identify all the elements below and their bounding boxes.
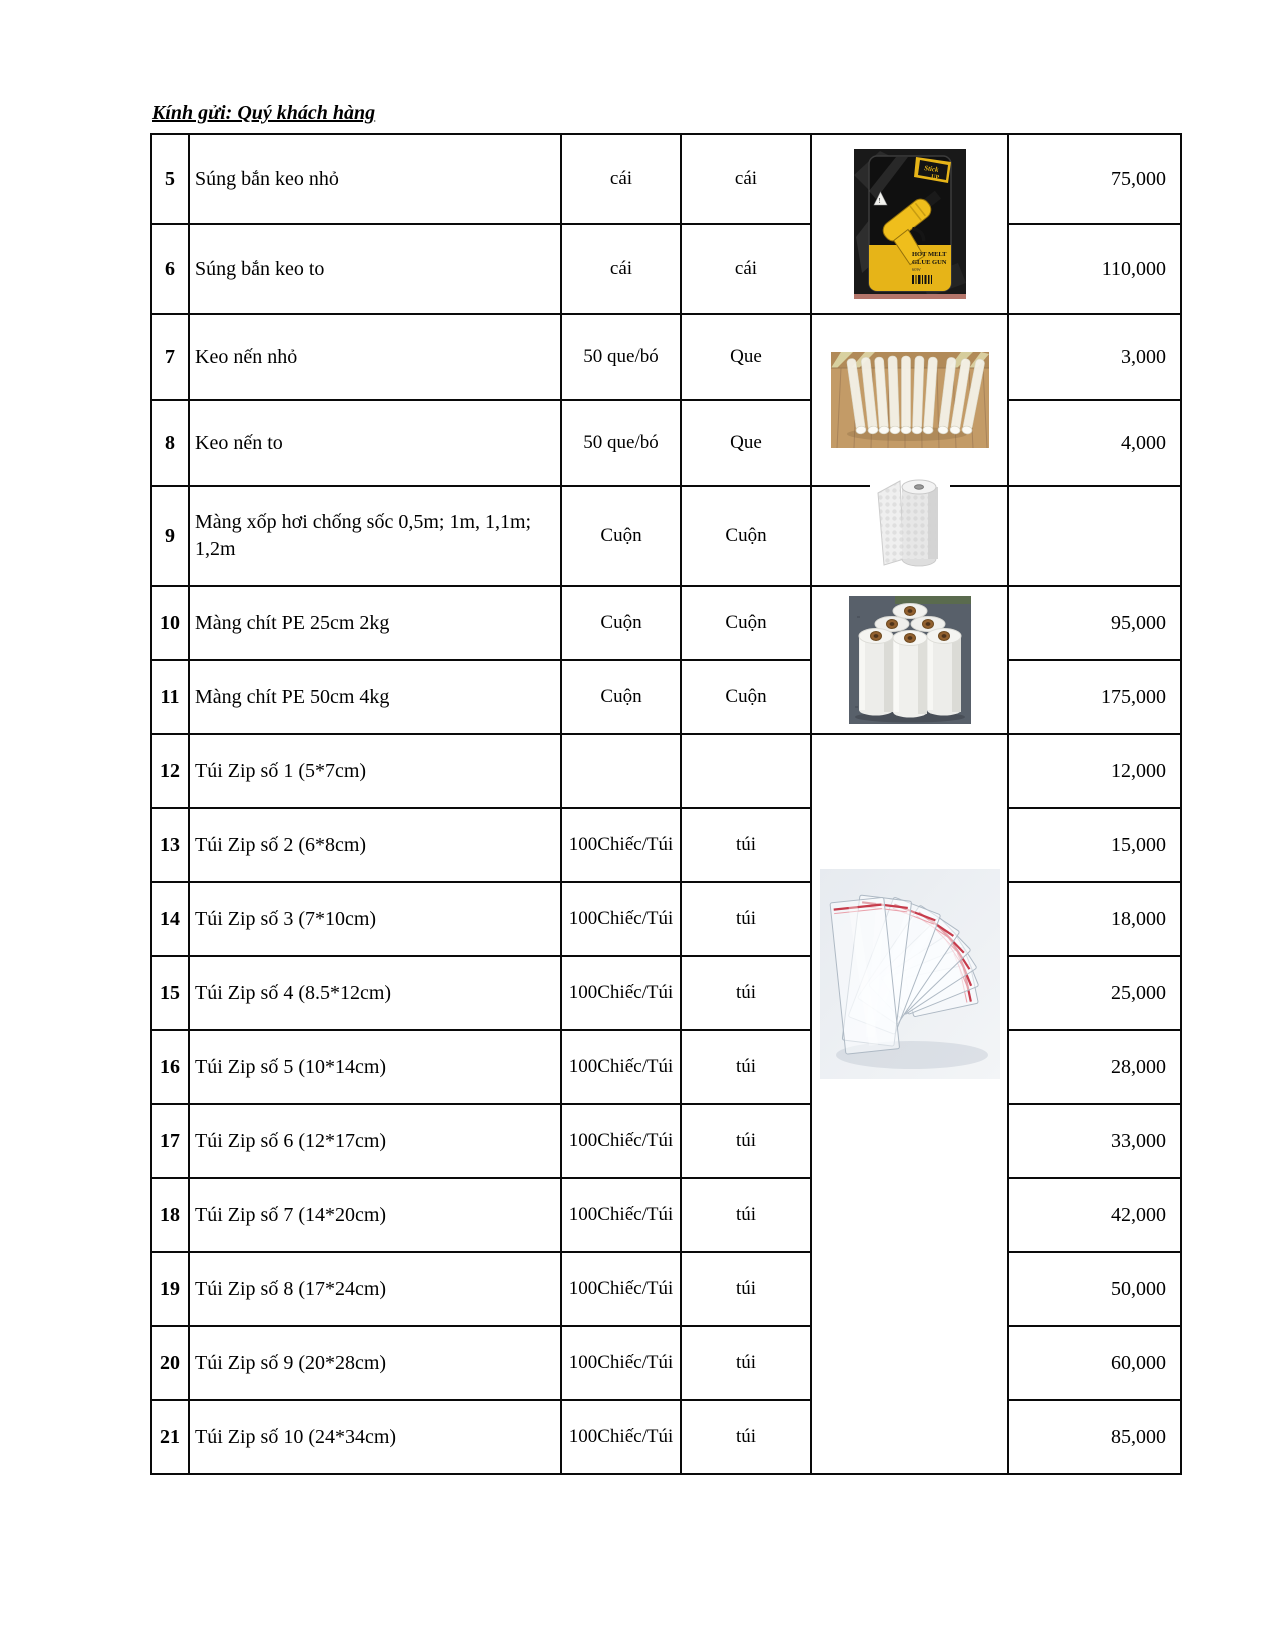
unit-cell <box>681 734 811 808</box>
table-row <box>151 134 1181 224</box>
pe-stretch-film-rolls-photo <box>849 596 971 724</box>
hot-melt-glue-gun-photo <box>854 149 966 299</box>
row-number-cell: 9 <box>151 486 189 586</box>
unit-price-cell <box>1008 486 1181 586</box>
svg-text:Stick: Stick <box>923 164 939 174</box>
table-row <box>151 882 1181 956</box>
row-number-cell: 16 <box>151 1030 189 1104</box>
unit-cell: túi <box>681 1030 811 1104</box>
unit-cell: cái <box>681 224 811 314</box>
product-name-cell: Túi Zip số 5 (10*14cm) <box>189 1030 561 1104</box>
product-name-cell: Túi Zip số 10 (24*34cm) <box>189 1400 561 1474</box>
unit-cell: túi <box>681 1178 811 1252</box>
bubble-wrap-roll-photo <box>870 473 950 571</box>
svg-text:60W: 60W <box>911 267 921 272</box>
packing-spec-cell: Cuộn <box>561 586 681 660</box>
packing-spec-cell: 100Chiếc/Túi <box>561 956 681 1030</box>
packing-spec-cell: Cuộn <box>561 486 681 586</box>
product-name-cell: Màng xốp hơi chống sốc 0,5m; 1m, 1,1m; 1,2m <box>189 486 561 586</box>
svg-text:UP: UP <box>930 174 939 182</box>
packing-spec-cell: 50 que/bó <box>561 400 681 486</box>
row-number-cell: 18 <box>151 1178 189 1252</box>
packing-spec-cell: cái <box>561 224 681 314</box>
packing-spec-cell: 100Chiếc/Túi <box>561 1178 681 1252</box>
product-name-cell: Túi Zip số 7 (14*20cm) <box>189 1178 561 1252</box>
packing-spec-cell: Cuộn <box>561 660 681 734</box>
packing-spec-cell: 100Chiếc/Túi <box>561 1400 681 1474</box>
row-number-cell: 7 <box>151 314 189 400</box>
table-row <box>151 808 1181 882</box>
unit-price-cell: 4,000 <box>1008 400 1181 486</box>
unit-cell: túi <box>681 1104 811 1178</box>
product-name-cell: Túi Zip số 8 (17*24cm) <box>189 1252 561 1326</box>
unit-price-cell: 75,000 <box>1008 134 1181 224</box>
unit-price-cell: 33,000 <box>1008 1104 1181 1178</box>
row-number-cell: 13 <box>151 808 189 882</box>
zip-bags-photo-cell <box>811 734 1008 1474</box>
hot-melt-glue-gun-photo-cell <box>811 134 1008 314</box>
packing-spec-cell: 100Chiếc/Túi <box>561 882 681 956</box>
packing-spec-cell: 100Chiếc/Túi <box>561 1252 681 1326</box>
packing-spec-cell: 100Chiếc/Túi <box>561 1104 681 1178</box>
unit-price-cell: 60,000 <box>1008 1326 1181 1400</box>
zip-bags-photo <box>820 869 1000 1079</box>
table-row <box>151 1252 1181 1326</box>
unit-cell: Cuộn <box>681 586 811 660</box>
product-name-cell: Túi Zip số 3 (7*10cm) <box>189 882 561 956</box>
product-name-cell: Keo nến nhỏ <box>189 314 561 400</box>
table-row <box>151 956 1181 1030</box>
unit-cell: túi <box>681 1326 811 1400</box>
unit-price-cell: 85,000 <box>1008 1400 1181 1474</box>
svg-text:GLUE GUN: GLUE GUN <box>911 259 946 266</box>
unit-price-cell: 95,000 <box>1008 586 1181 660</box>
product-name-cell: Túi Zip số 9 (20*28cm) <box>189 1326 561 1400</box>
table-row <box>151 400 1181 486</box>
product-name-cell: Túi Zip số 4 (8.5*12cm) <box>189 956 561 1030</box>
row-number-cell: 14 <box>151 882 189 956</box>
table-row <box>151 1400 1181 1474</box>
unit-cell: Que <box>681 314 811 400</box>
packing-spec-cell: 100Chiếc/Túi <box>561 1030 681 1104</box>
document-heading: Kính gửi: Quý khách hàng <box>152 102 376 124</box>
table-row <box>151 1030 1181 1104</box>
row-number-cell: 20 <box>151 1326 189 1400</box>
table-row <box>151 486 1181 586</box>
glue-sticks-photo <box>831 352 989 448</box>
table-row <box>151 1104 1181 1178</box>
unit-price-cell: 15,000 <box>1008 808 1181 882</box>
bubble-wrap-roll-photo-cell <box>811 486 1008 586</box>
row-number-cell: 17 <box>151 1104 189 1178</box>
table-row <box>151 660 1181 734</box>
product-name-cell: Keo nến to <box>189 400 561 486</box>
unit-cell: Cuộn <box>681 660 811 734</box>
svg-text:HOT MELT: HOT MELT <box>911 251 946 258</box>
product-name-cell: Súng bắn keo to <box>189 224 561 314</box>
row-number-cell: 15 <box>151 956 189 1030</box>
product-name-cell: Màng chít PE 50cm 4kg <box>189 660 561 734</box>
unit-price-cell: 42,000 <box>1008 1178 1181 1252</box>
glue-sticks-photo-cell <box>811 314 1008 486</box>
row-number-cell: 12 <box>151 734 189 808</box>
row-number-cell: 21 <box>151 1400 189 1474</box>
unit-cell: túi <box>681 1252 811 1326</box>
row-number-cell: 19 <box>151 1252 189 1326</box>
price-table <box>150 133 1182 1475</box>
unit-cell: Que <box>681 400 811 486</box>
table-row <box>151 1178 1181 1252</box>
unit-price-cell: 3,000 <box>1008 314 1181 400</box>
product-name-cell: Túi Zip số 2 (6*8cm) <box>189 808 561 882</box>
pe-stretch-film-rolls-photo-cell <box>811 586 1008 734</box>
packing-spec-cell: 100Chiếc/Túi <box>561 1326 681 1400</box>
packing-spec-cell: cái <box>561 134 681 224</box>
product-name-cell: Túi Zip số 1 (5*7cm) <box>189 734 561 808</box>
unit-price-cell: 110,000 <box>1008 224 1181 314</box>
unit-cell: túi <box>681 882 811 956</box>
packing-spec-cell: 100Chiếc/Túi <box>561 808 681 882</box>
unit-price-cell: 50,000 <box>1008 1252 1181 1326</box>
row-number-cell: 10 <box>151 586 189 660</box>
table-row <box>151 314 1181 400</box>
table-row <box>151 1326 1181 1400</box>
row-number-cell: 11 <box>151 660 189 734</box>
svg-text:!: ! <box>878 197 881 205</box>
product-name-cell: Màng chít PE 25cm 2kg <box>189 586 561 660</box>
row-number-cell: 5 <box>151 134 189 224</box>
unit-cell: túi <box>681 1400 811 1474</box>
product-name-cell: Súng bắn keo nhỏ <box>189 134 561 224</box>
unit-price-cell: 18,000 <box>1008 882 1181 956</box>
table-row <box>151 734 1181 808</box>
unit-price-cell: 175,000 <box>1008 660 1181 734</box>
unit-cell: túi <box>681 956 811 1030</box>
packing-spec-cell: 50 que/bó <box>561 314 681 400</box>
unit-cell: cái <box>681 134 811 224</box>
unit-cell: Cuộn <box>681 486 811 586</box>
table-row <box>151 224 1181 314</box>
row-number-cell: 6 <box>151 224 189 314</box>
unit-price-cell: 12,000 <box>1008 734 1181 808</box>
price-table-body <box>151 134 1181 1474</box>
row-number-cell: 8 <box>151 400 189 486</box>
table-row <box>151 586 1181 660</box>
packing-spec-cell <box>561 734 681 808</box>
unit-price-cell: 25,000 <box>1008 956 1181 1030</box>
product-name-cell: Túi Zip số 6 (12*17cm) <box>189 1104 561 1178</box>
unit-price-cell: 28,000 <box>1008 1030 1181 1104</box>
unit-cell: túi <box>681 808 811 882</box>
